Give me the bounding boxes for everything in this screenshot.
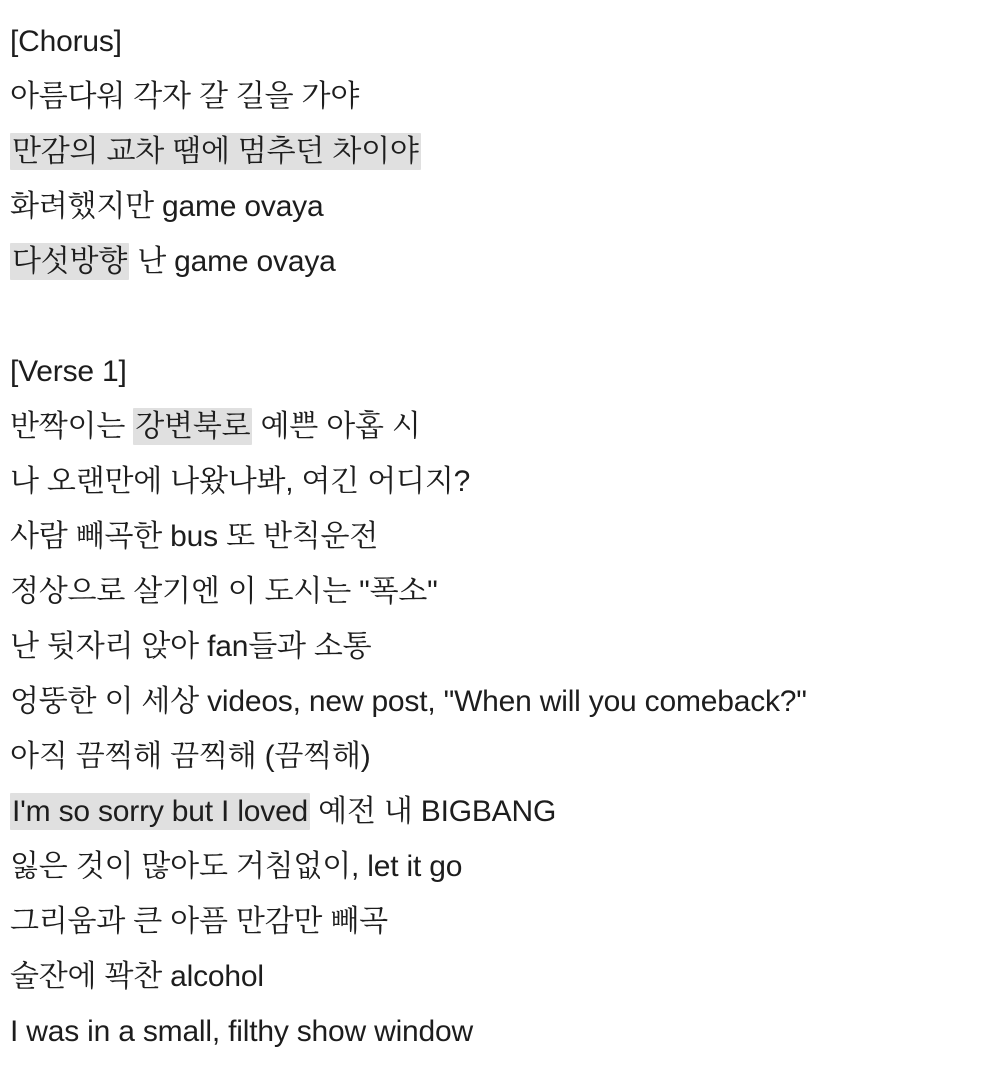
text-run: I was in a small, filthy show window (10, 1015, 473, 1048)
lyrics-line (10, 784, 990, 839)
text-run: 난 뒷자리 앉아 fan들과 소통 (10, 630, 372, 663)
highlighted-text: 다섯방향 (12, 245, 128, 278)
lyrics-line (10, 179, 990, 234)
text-run: [Chorus] (10, 25, 122, 58)
lyrics-line (10, 839, 990, 894)
text-run: 반짝이는 (10, 410, 134, 443)
highlighted-text: 강변북로 (135, 410, 251, 443)
lyrics-line (10, 894, 990, 949)
lyrics-line (10, 69, 990, 124)
text-run: 그리움과 큰 아픔 만감만 빼곡 (10, 905, 388, 938)
lyrics-line (10, 674, 990, 729)
text-run: 정상으로 살기엔 이 도시는 "폭소" (10, 575, 438, 608)
text-run: 예쁜 아홉 시 (252, 410, 421, 443)
lyrics-line (10, 619, 990, 674)
lyrics-section-header (10, 344, 990, 399)
lyrics-line (10, 454, 990, 509)
lyrics-line (10, 1004, 990, 1059)
lyrics-spacer (10, 289, 990, 344)
text-run: 아름다워 각자 갈 길을 가야 (10, 80, 360, 113)
text-run: 아직 끔찍해 끔찍해 (끔찍해) (10, 740, 371, 773)
text-run: 엉뚱한 이 세상 videos, new post, "When will you comeback?" (10, 685, 807, 718)
lyrics-line (10, 509, 990, 564)
lyrics-line (10, 124, 990, 179)
text-run: 잃은 것이 많아도 거침없이, let it go (10, 850, 463, 883)
highlighted-text: 만감의 교차 땜에 멈추던 차이야 (12, 135, 419, 168)
text-run: 예전 내 BIGBANG (310, 795, 557, 828)
lyrics-line (10, 234, 990, 289)
lyrics-line (10, 399, 990, 454)
lyrics-line (10, 729, 990, 784)
lyrics-line (10, 949, 990, 1004)
text-run: 난 game ovaya (129, 245, 336, 278)
text-run: 나 오랜만에 나왔나봐, 여긴 어디지? (10, 465, 471, 498)
lyrics-line (10, 564, 990, 619)
lyrics-section-header (10, 14, 990, 69)
text-run: 사람 빼곡한 bus 또 반칙운전 (10, 520, 379, 553)
text-run: 술잔에 꽉찬 alcohol (10, 960, 264, 993)
text-run: [Verse 1] (10, 355, 127, 388)
highlighted-text: I'm so sorry but I loved (12, 795, 309, 828)
text-run: 화려했지만 game ovaya (10, 190, 324, 223)
